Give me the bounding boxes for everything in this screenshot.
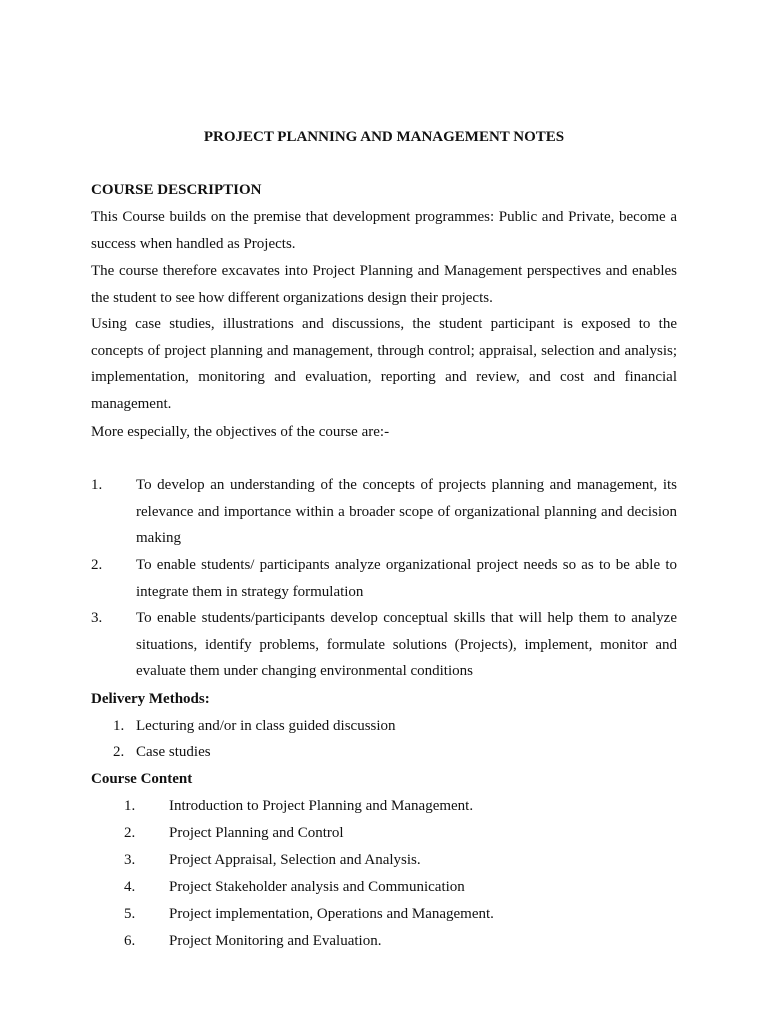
course-content-item [124, 931, 381, 951]
description-paragraph-3: Using case studies, illustrations and discussions, the student participant is exposed to the concepts of project planning and management, through control; appraisal, selection and analysis; implementation, monitoring and evaluation, reporting and review, and cost and financial management. [91, 316, 677, 413]
delivery-method-text: Lecturing and/or in class guided discussion [136, 718, 396, 734]
delivery-method-number: 1. [113, 718, 125, 734]
course-description-heading: COURSE DESCRIPTION [91, 182, 262, 198]
objectives-intro: More especially, the objectives of the course are:- [91, 424, 390, 440]
course-content-number: 4. [124, 879, 136, 895]
course-content-text: Project Stakeholder analysis and Communication [169, 879, 465, 895]
course-content-text: Project Planning and Control [169, 825, 344, 841]
course-content-item [124, 796, 473, 816]
objective-number: 3. [91, 610, 103, 626]
course-content-text: Project implementation, Operations and Management. [169, 906, 494, 922]
course-content-item [124, 877, 465, 897]
course-content-item [124, 904, 494, 924]
course-content-number: 5. [124, 906, 136, 922]
document-title: PROJECT PLANNING AND MANAGEMENT NOTES [203, 129, 565, 145]
description-paragraph-1: This Course builds on the premise that development programmes: Public and Private, become a success when handled as Projects. [91, 209, 677, 252]
objective-number: 2. [91, 557, 103, 573]
objective-item [91, 472, 677, 552]
course-content-heading: Course Content [91, 771, 193, 787]
objective-text: To enable students/ participants analyze organizational project needs so as to be able to integrate them in strategy formulation [136, 557, 677, 600]
delivery-methods-heading: Delivery Methods: [91, 691, 210, 707]
course-content-number: 2. [124, 825, 136, 841]
objective-text: To enable students/participants develop conceptual skills that will help them to analyze situations, identify problems, formulate solutions (Projects), implement, monitor and evaluate them under changing environmental conditions [136, 610, 677, 680]
objective-text: To develop an understanding of the concepts of projects planning and management, its relevance and importance within a broader scope of organizational planning and decision making [136, 477, 677, 547]
delivery-method-text: Case studies [136, 744, 211, 760]
course-content-number: 1. [124, 798, 136, 814]
course-content-number: 3. [124, 852, 136, 868]
course-content-text: Project Appraisal, Selection and Analysis. [169, 852, 421, 868]
objective-item [91, 605, 677, 685]
objective-item [91, 552, 677, 605]
course-content-number: 6. [124, 933, 136, 949]
description-paragraph-2: The course therefore excavates into Project Planning and Management perspectives and enables the student to see how different organizations design their projects. [91, 263, 677, 306]
delivery-method-item [113, 716, 396, 736]
course-content-item [124, 823, 344, 843]
objective-number: 1. [91, 477, 103, 493]
delivery-method-item [113, 742, 211, 762]
course-content-item [124, 850, 421, 870]
course-content-text: Project Monitoring and Evaluation. [169, 933, 382, 949]
course-content-text: Introduction to Project Planning and Management. [169, 798, 474, 814]
delivery-method-number: 2. [113, 744, 125, 760]
